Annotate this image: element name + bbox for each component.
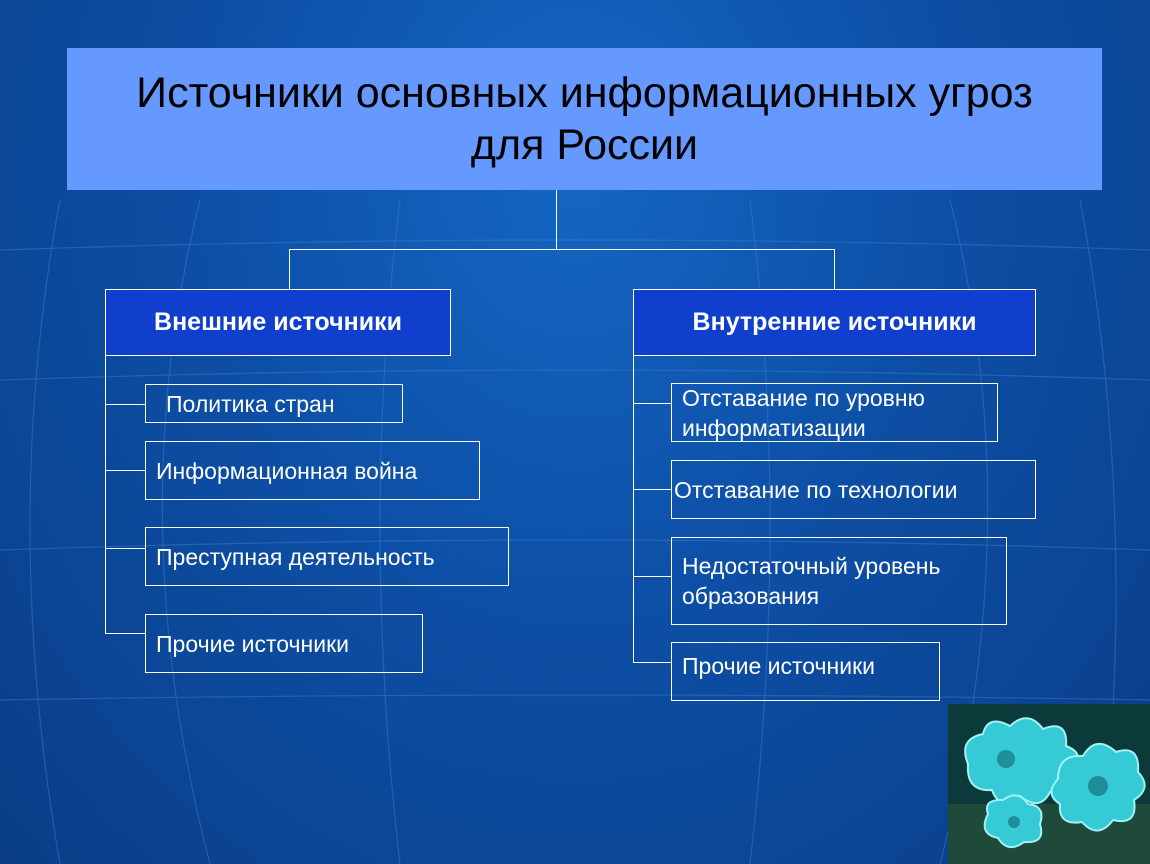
coral-image [948, 704, 1150, 864]
connector-horizontal [289, 249, 835, 250]
internal-item-informatization-lag [671, 383, 998, 442]
external-item-other [145, 614, 423, 673]
item-label: Политика стран [166, 390, 335, 417]
connector-right-branch-2 [633, 489, 671, 490]
connector-left-branch-3 [105, 548, 145, 549]
connector-left-branch-1 [105, 404, 145, 405]
connector-right-branch-1 [633, 403, 671, 404]
item-label-line-2: образования [682, 583, 820, 609]
item-label-line-1: Недостаточный уровень [682, 553, 941, 579]
connector-left-spine [105, 355, 106, 633]
item-label-line-2: информатизации [682, 414, 866, 441]
item-label: Отставание по технологии [674, 476, 958, 503]
title-line-1: Источники основных информационных угроз [136, 69, 1033, 117]
item-label: Прочие источники [156, 630, 349, 657]
internal-item-education [671, 537, 1007, 625]
connector-right-spine [633, 355, 634, 662]
connector-left-branch-2 [105, 470, 145, 471]
item-label: Прочие источники [682, 653, 875, 679]
title-line-2: для России [470, 121, 699, 169]
internal-item-other [671, 642, 940, 701]
connector-left-down [289, 249, 290, 289]
connector-right-branch-4 [633, 662, 671, 663]
external-item-info-war [145, 441, 480, 500]
title-box [67, 48, 1102, 190]
external-item-politics [145, 384, 403, 423]
category-external: Внешние источники [105, 289, 451, 356]
connector-left-branch-4 [105, 633, 145, 634]
internal-item-technology-lag [671, 460, 1036, 519]
category-internal: Внутренние источники [633, 289, 1036, 356]
connector-right-branch-3 [633, 576, 671, 577]
item-label-line-1: Отставание по уровню [682, 384, 925, 411]
connector-title-down [556, 190, 557, 249]
external-item-crime [145, 527, 509, 586]
connector-right-down [834, 249, 835, 289]
item-label: Преступная деятельность [156, 543, 435, 570]
item-label: Информационная война [156, 457, 418, 484]
